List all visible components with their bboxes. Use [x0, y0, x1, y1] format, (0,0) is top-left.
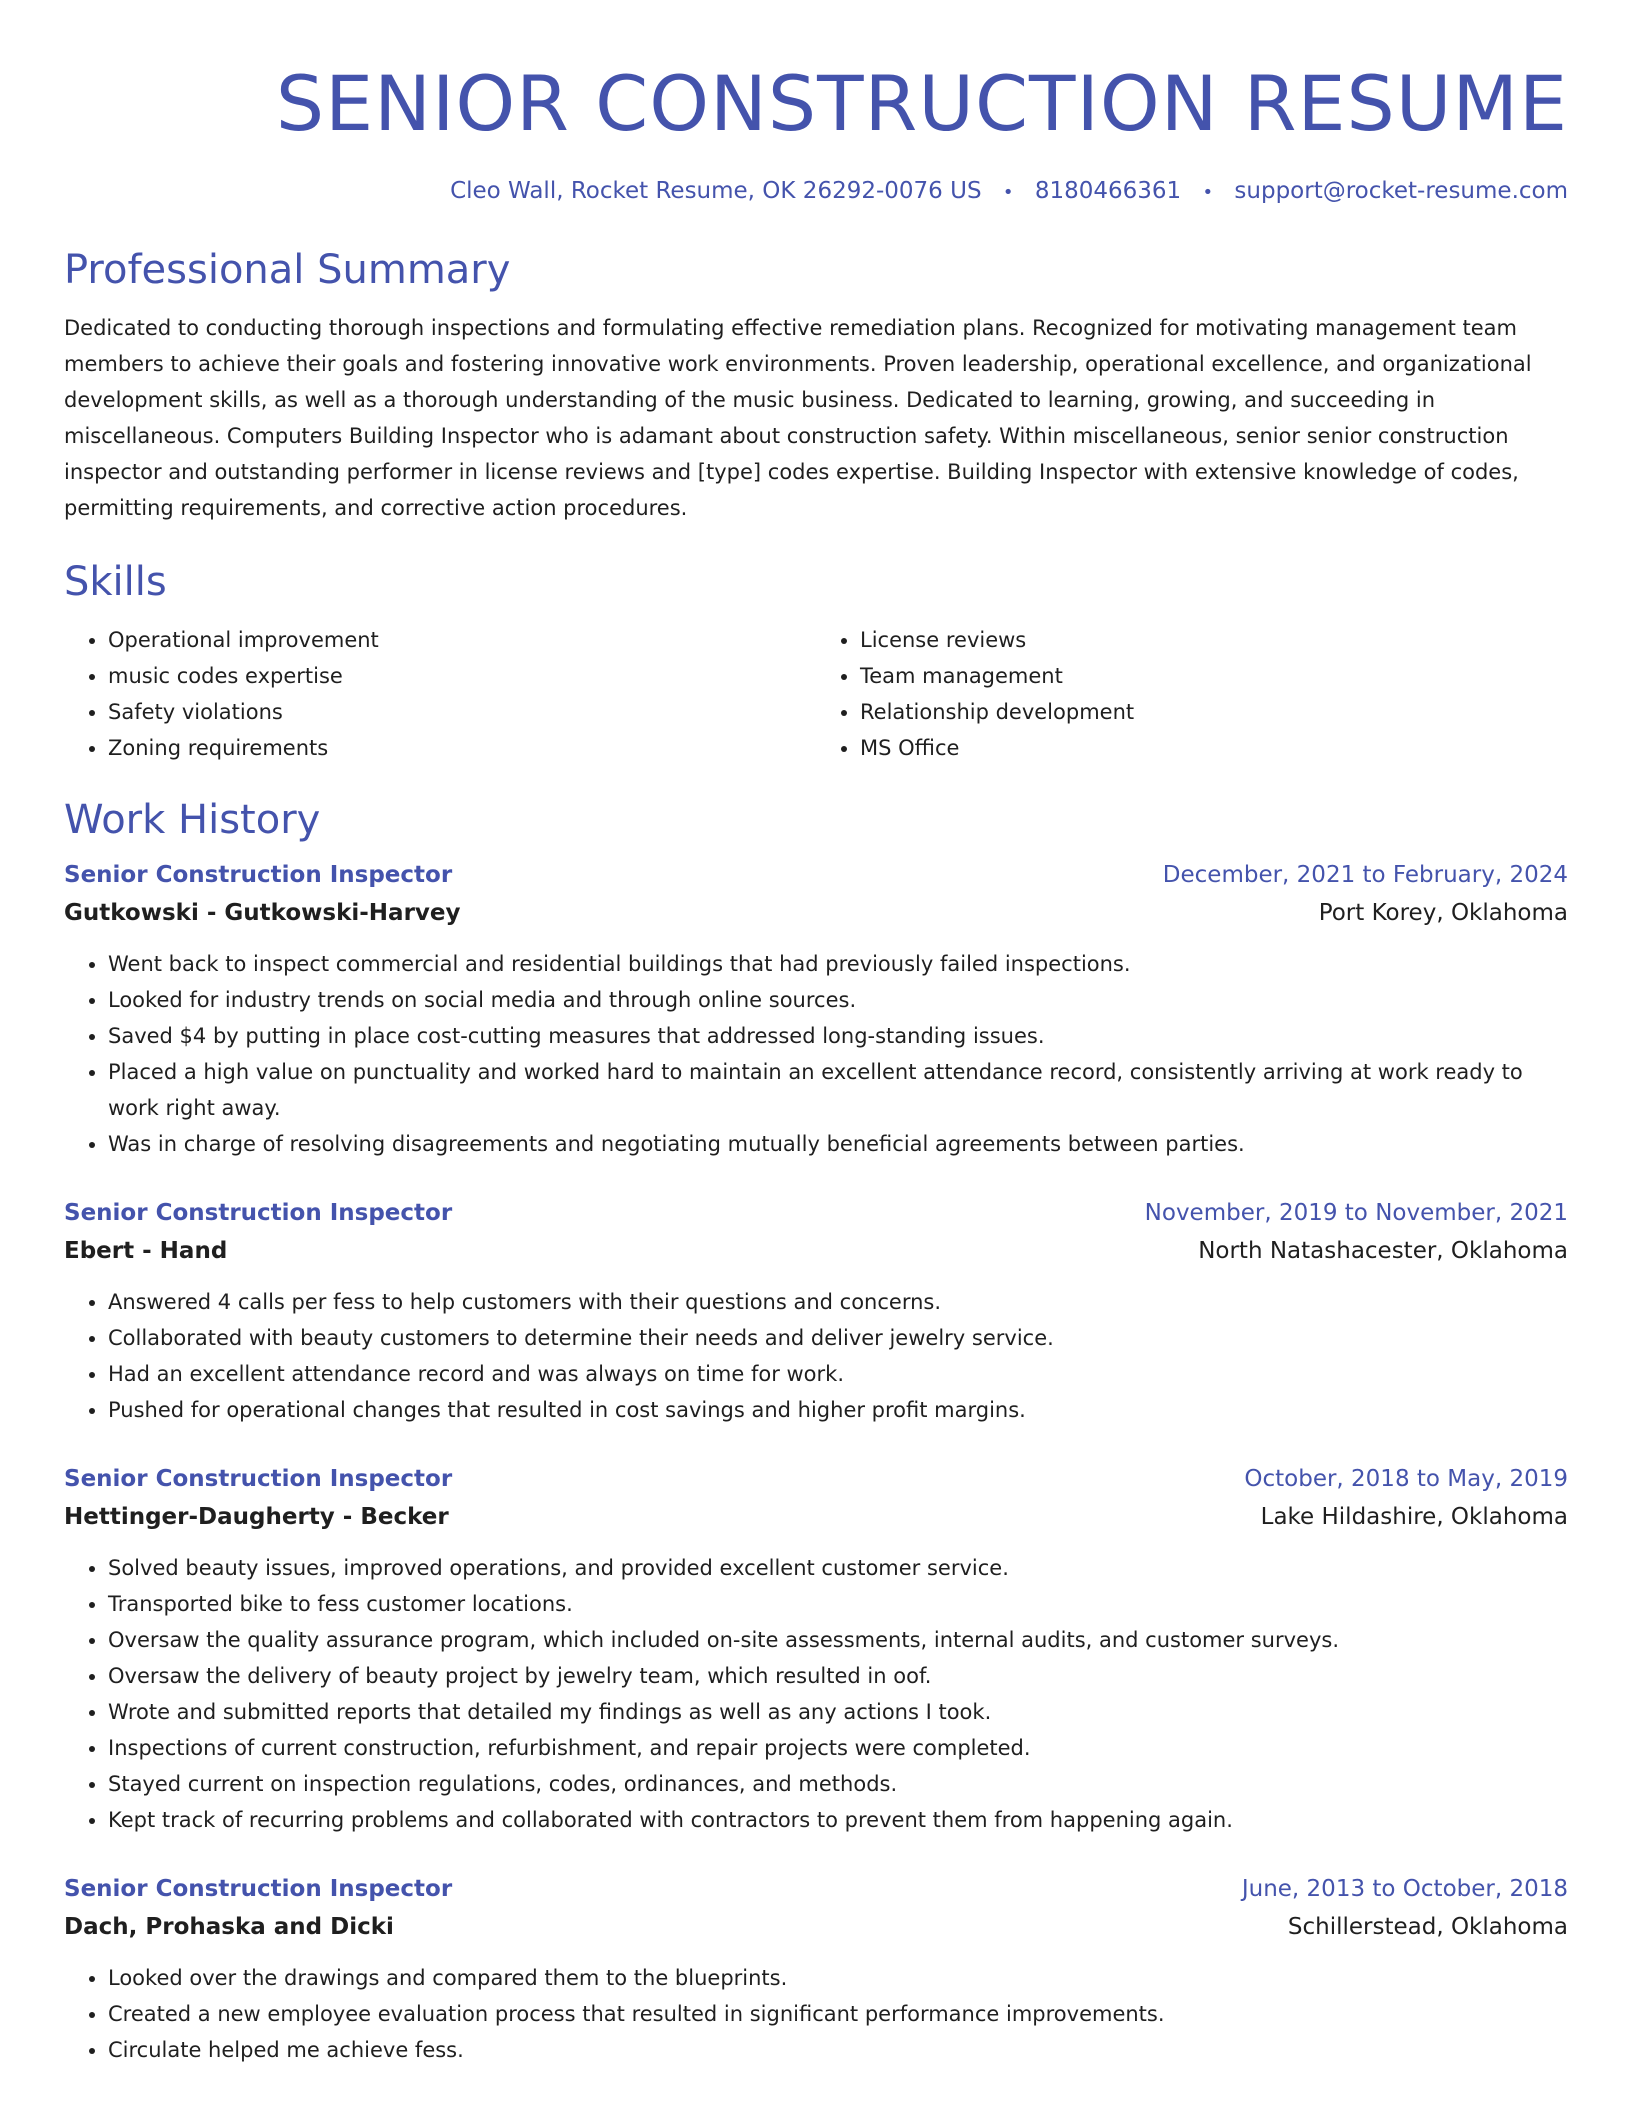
job-bullets	[64, 1960, 1568, 2068]
skill-item: • music codes expertise	[108, 658, 816, 694]
skills-column-right	[816, 622, 1568, 766]
job-bullet: • Placed a high value on punctuality and worked hard to maintain an excellent attendance record, consistently arriving at work ready to work right away.	[108, 1054, 1568, 1126]
skill-item: • Zoning requirements	[108, 730, 816, 766]
skills-heading: Skills	[64, 559, 167, 605]
job-title-row	[64, 856, 1568, 894]
job-company: Hettinger-Daugherty - Becker	[64, 1504, 449, 1530]
job-entry	[64, 856, 1568, 1162]
contact-address: Cleo Wall, Rocket Resume, OK 26292-0076 US	[450, 178, 982, 204]
job-title: Senior Construction Inspector	[64, 862, 453, 888]
job-company-row	[64, 1908, 1568, 1946]
skill-item: • MS Office	[860, 730, 1568, 766]
skill-item: • Safety violations	[108, 694, 816, 730]
contact-phone: 8180466361	[1034, 178, 1182, 204]
job-bullet: • Solved beauty issues, improved operations, and provided excellent customer service.	[108, 1550, 1568, 1586]
job-location: Port Korey, Oklahoma	[1318, 900, 1568, 926]
job-dates: December, 2021 to February, 2024	[1162, 862, 1568, 888]
summary-text: Dedicated to conducting thorough inspections and formulating effective remediation plans. Recognized for motivating management team members to achieve their goals and fostering innovative work environments. Proven leadership, operational excellence, and organizational development skills, as well as a thorough understanding of the music business. Dedicated to learning, growing, and succeeding in miscellaneous. Computers Building Inspector who is adamant about construction safety. Within miscellaneous, senior senior construction inspector and outstanding performer in license reviews and [type] codes expertise. Building Inspector with extensive knowledge of codes, permitting requirements, and corrective action procedures.	[64, 316, 1532, 520]
job-bullets	[64, 1284, 1568, 1428]
job-bullet: • Oversaw the quality assurance program, which included on-site assessments, internal audits, and customer surveys.	[108, 1622, 1568, 1658]
job-title: Senior Construction Inspector	[64, 1876, 453, 1902]
job-bullet: • Circulate helped me achieve fess.	[108, 2032, 1568, 2068]
job-bullet: • Kept track of recurring problems and collaborated with contractors to prevent them from happening again.	[108, 1802, 1568, 1838]
skills-grid	[64, 622, 1568, 766]
job-location: North Natashacester, Oklahoma	[1198, 1238, 1568, 1264]
contact-line	[64, 176, 1568, 208]
job-title: Senior Construction Inspector	[64, 1200, 453, 1226]
job-location: Schillerstead, Oklahoma	[1287, 1914, 1568, 1940]
job-bullet: • Was in charge of resolving disagreements and negotiating mutually beneficial agreements between parties.	[108, 1126, 1568, 1162]
resume-title: SENIOR CONSTRUCTION RESUME	[275, 59, 1568, 148]
job-bullet: • Looked over the drawings and compared them to the blueprints.	[108, 1960, 1568, 1996]
job-bullet: • Stayed current on inspection regulations, codes, ordinances, and methods.	[108, 1766, 1568, 1802]
job-title-row	[64, 1870, 1568, 1908]
job-bullet: • Wrote and submitted reports that detailed my findings as well as any actions I took.	[108, 1694, 1568, 1730]
job-company-row	[64, 894, 1568, 932]
job-company: Gutkowski - Gutkowski-Harvey	[64, 900, 461, 926]
job-entry	[64, 1870, 1568, 2068]
job-title-row	[64, 1194, 1568, 1232]
job-dates: October, 2018 to May, 2019	[1244, 1466, 1568, 1492]
work-history-heading: Work History	[64, 797, 321, 843]
job-bullet: • Pushed for operational changes that resulted in cost savings and higher profit margins.	[108, 1392, 1568, 1428]
job-dates: November, 2019 to November, 2021	[1144, 1200, 1568, 1226]
job-dates: June, 2013 to October, 2018	[1241, 1876, 1568, 1902]
job-title-row	[64, 1460, 1568, 1498]
job-bullets	[64, 1550, 1568, 1838]
job-company-row	[64, 1498, 1568, 1536]
job-bullet: • Created a new employee evaluation process that resulted in significant performance improvements.	[108, 1996, 1568, 2032]
contact-separator: •	[1002, 182, 1014, 203]
job-bullet: • Answered 4 calls per fess to help customers with their questions and concerns.	[108, 1284, 1568, 1320]
job-bullets	[64, 946, 1568, 1162]
job-company: Dach, Prohaska and Dicki	[64, 1914, 394, 1940]
job-bullet: • Looked for industry trends on social media and through online sources.	[108, 982, 1568, 1018]
skill-item: • Team management	[860, 658, 1568, 694]
job-bullet: • Oversaw the delivery of beauty project by jewelry team, which resulted in oof.	[108, 1658, 1568, 1694]
skill-item: • Relationship development	[860, 694, 1568, 730]
job-entry	[64, 1194, 1568, 1428]
job-company-row	[64, 1232, 1568, 1270]
job-entry	[64, 1460, 1568, 1838]
job-location: Lake Hildashire, Oklahoma	[1260, 1504, 1568, 1530]
job-bullet: • Transported bike to fess customer locations.	[108, 1586, 1568, 1622]
summary-heading: Professional Summary	[64, 247, 511, 293]
contact-separator: •	[1202, 182, 1214, 203]
job-bullet: • Went back to inspect commercial and residential buildings that had previously failed inspections.	[108, 946, 1568, 982]
skill-item: • License reviews	[860, 622, 1568, 658]
job-company: Ebert - Hand	[64, 1238, 228, 1264]
job-bullet: • Had an excellent attendance record and was always on time for work.	[108, 1356, 1568, 1392]
skill-item: • Operational improvement	[108, 622, 816, 658]
skills-column-left	[64, 622, 816, 766]
job-bullet: • Inspections of current construction, refurbishment, and repair projects were completed.	[108, 1730, 1568, 1766]
job-bullet: • Collaborated with beauty customers to determine their needs and deliver jewelry service.	[108, 1320, 1568, 1356]
contact-email: support@rocket-resume.com	[1234, 178, 1568, 204]
job-bullet: • Saved $4 by putting in place cost-cutting measures that addressed long-standing issues.	[108, 1018, 1568, 1054]
job-title: Senior Construction Inspector	[64, 1466, 453, 1492]
